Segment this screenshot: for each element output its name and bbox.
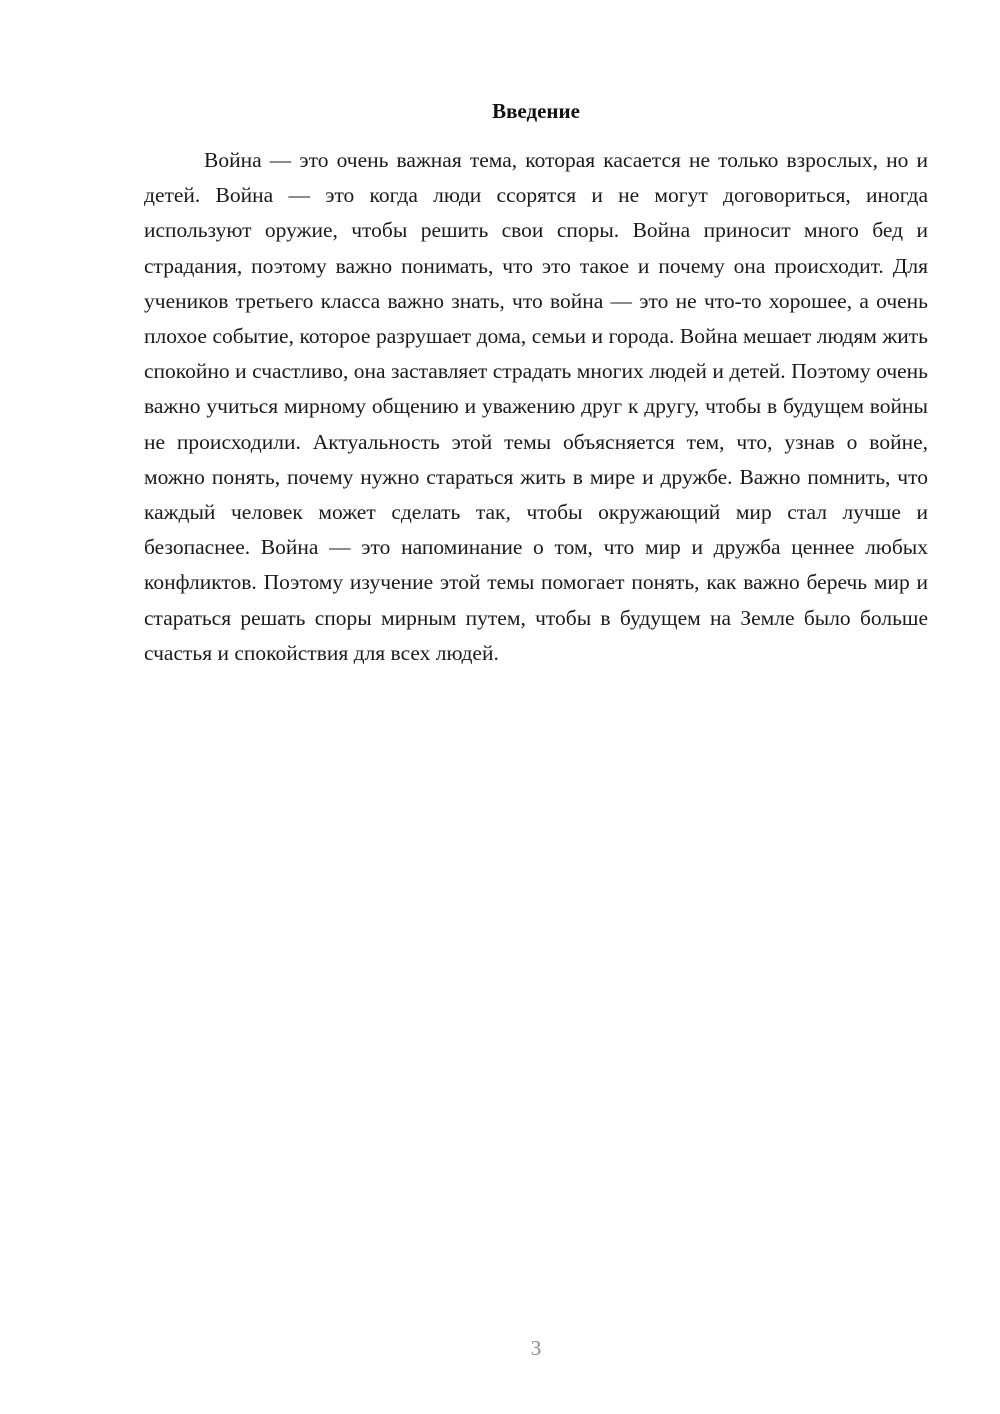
body-paragraph: Война — это очень важная тема, которая касается не только взрослых, но и детей. Война — это когда люди ссорятся и не могут договориться, иногда используют оружие, чтобы решить свои споры. Война приносит много бед и страдания, поэтому важно понимать, что это такое и почему она происходит. Для учеников третьего класса важно знать, что война — это не что-то хорошее, а очень плохое событие, которое разрушает дома, семьи и города. Война мешает людям жить спокойно и счастливо, она заставляет страдать многих людей и детей. Поэтому очень важно учиться мирному общению и уважению друг к другу, чтобы в будущем войны не происходили. Актуальность этой темы объясняется тем, что, узнав о войне, можно понять, почему нужно стараться жить в мире и дружбе. Важно помнить, что каждый человек может сделать так, чтобы окружающий мир стал лучше и безопаснее. Война — это напоминание о том, что мир и дружба ценнее любых конфликтов. Поэтому изучение этой темы помогает понять, как важно беречь мир и стараться решать споры мирным путем, чтобы в будущем на Земле было больше счастья и спокойствия для всех людей. bbox=[144, 148, 928, 665]
page-number: 3 bbox=[530, 1336, 542, 1360]
section-heading: Введение bbox=[492, 99, 580, 123]
